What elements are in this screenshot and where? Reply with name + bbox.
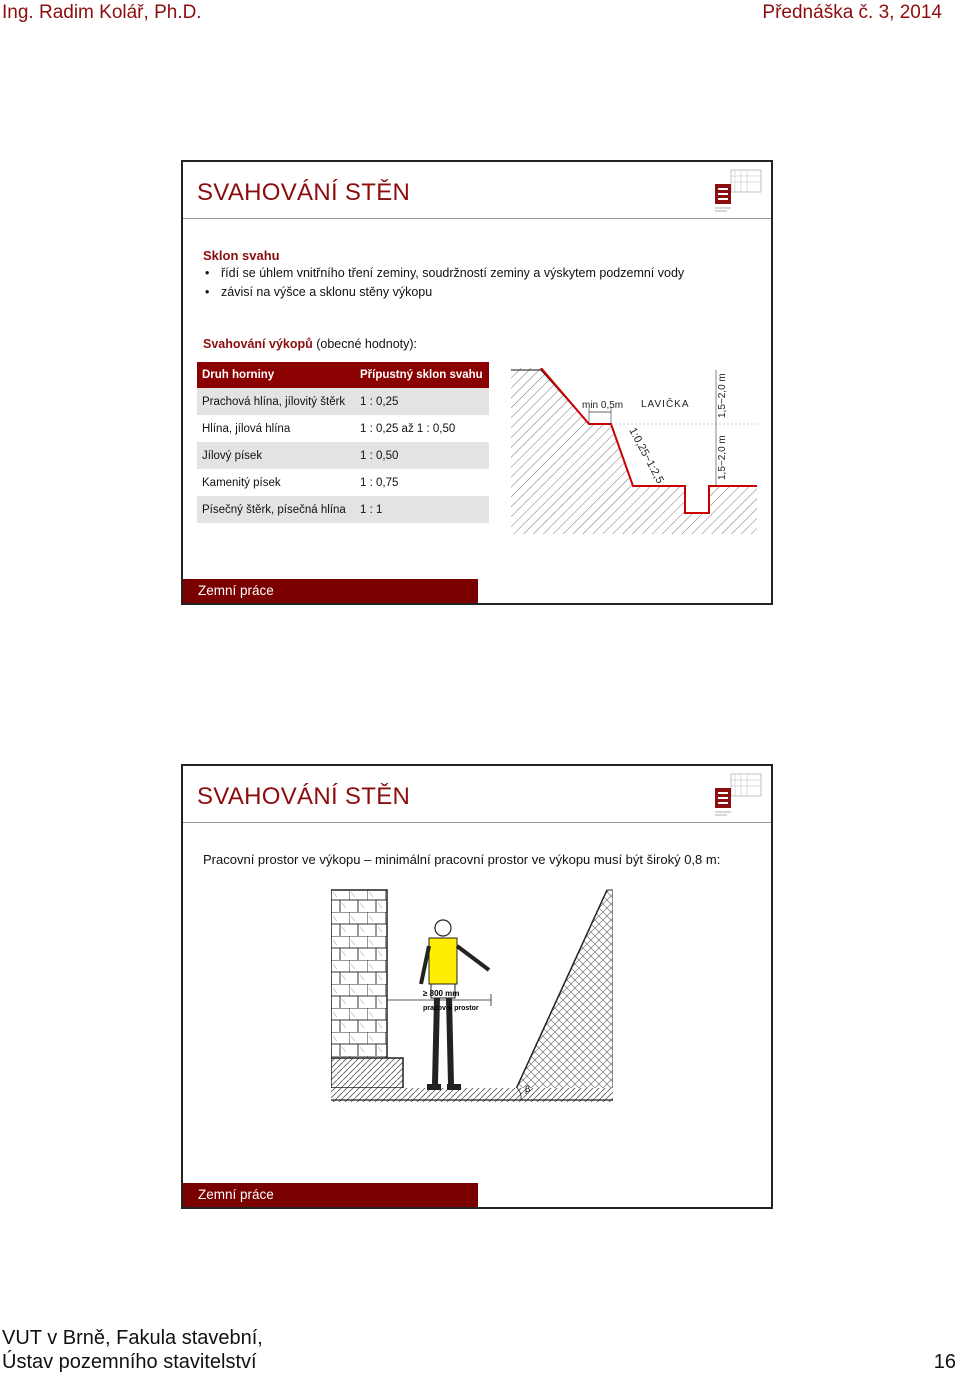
table-cell: 1 : 0,25 [355,388,489,415]
working-space-illustration [331,888,613,1118]
width-dimension-label: ≥ 800 mm [423,989,460,998]
table-cell: 1 : 0,75 [360,476,399,489]
slope-ratio-label: 1:0,25~1:2,5 [626,425,666,486]
slide-2 [181,764,773,1209]
soil-slope-table [197,362,489,523]
table-cell: 1 : 0,25 až 1 : 0,50 [360,422,456,435]
table-cell: 1 : 1 [355,496,489,523]
table-row [197,496,489,523]
fast-logo-icon [713,772,765,818]
footer-line-1: VUT v Brně, Fakula stavební, [2,1327,263,1349]
table-row [197,469,489,496]
table-cell: Hlína, jílová hlína [202,422,291,435]
table-row [197,442,489,469]
table-cell: Kamenitý písek [202,476,281,489]
table-cell: 1 : 0,50 [355,442,489,469]
bullet-item: • závisí na výšce a sklonu stěny výkopu [205,283,684,302]
table-row [197,388,489,415]
table-cell: Prachová hlína, jílovitý štěrk [197,388,355,415]
bullet-item: • řídí se úhlem vnitřního tření zeminy, soudržností zeminy a výskytem podzemní vody [205,264,684,283]
table-caption [203,337,417,351]
slope-bench-diagram [511,368,757,534]
slide-footer-label: Zemní práce [198,1187,274,1202]
footer-line-2: Ústav pozemního stavitelství [2,1351,257,1373]
slide-footer-bar [183,1183,478,1207]
bench-label: LAVIČKA [641,399,690,410]
slope-bullets [205,264,684,302]
table-row [197,415,489,442]
header-author: Ing. Radim Kolář, Ph.D. [2,2,202,23]
fast-logo-icon [713,168,765,214]
slide-title-bar [183,162,771,219]
min-width-label: min 0,5m [582,400,624,411]
height-label-lower: 1,5~2,0 m [717,435,728,480]
slide-title-bar [183,766,771,823]
table-caption-bold: Svahování výkopů [203,337,313,351]
height-label-upper: 1,5~2,0 m [717,373,728,418]
table-caption-rest: (obecné hodnoty): [312,337,418,351]
table-header-cell: Přípustný sklon svahu [355,362,489,388]
slide-footer-label: Zemní práce [198,583,274,598]
slope-heading: Sklon svahu [203,248,280,263]
table-header-cell: Druh horniny [197,362,355,388]
slide-title: SVAHOVÁNÍ STĚN [197,783,411,810]
table-cell: Jílový písek [197,442,355,469]
slide-title: SVAHOVÁNÍ STĚN [197,179,411,206]
slide-1 [181,160,773,605]
table-cell: Písečný štěrk, písečná hlína [197,496,355,523]
working-space-label: pracovní prostor [423,1005,479,1012]
table-header-row [197,362,489,388]
header-lecture: Přednáška č. 3, 2014 [762,2,942,23]
working-space-text: Pracovní prostor ve výkopu – minimální pracovní prostor ve výkopu musí být široký 0,8 m: [203,852,721,867]
angle-beta-label: β [525,1084,531,1094]
page-number: 16 [933,1351,956,1373]
slide-footer-bar [183,579,478,603]
